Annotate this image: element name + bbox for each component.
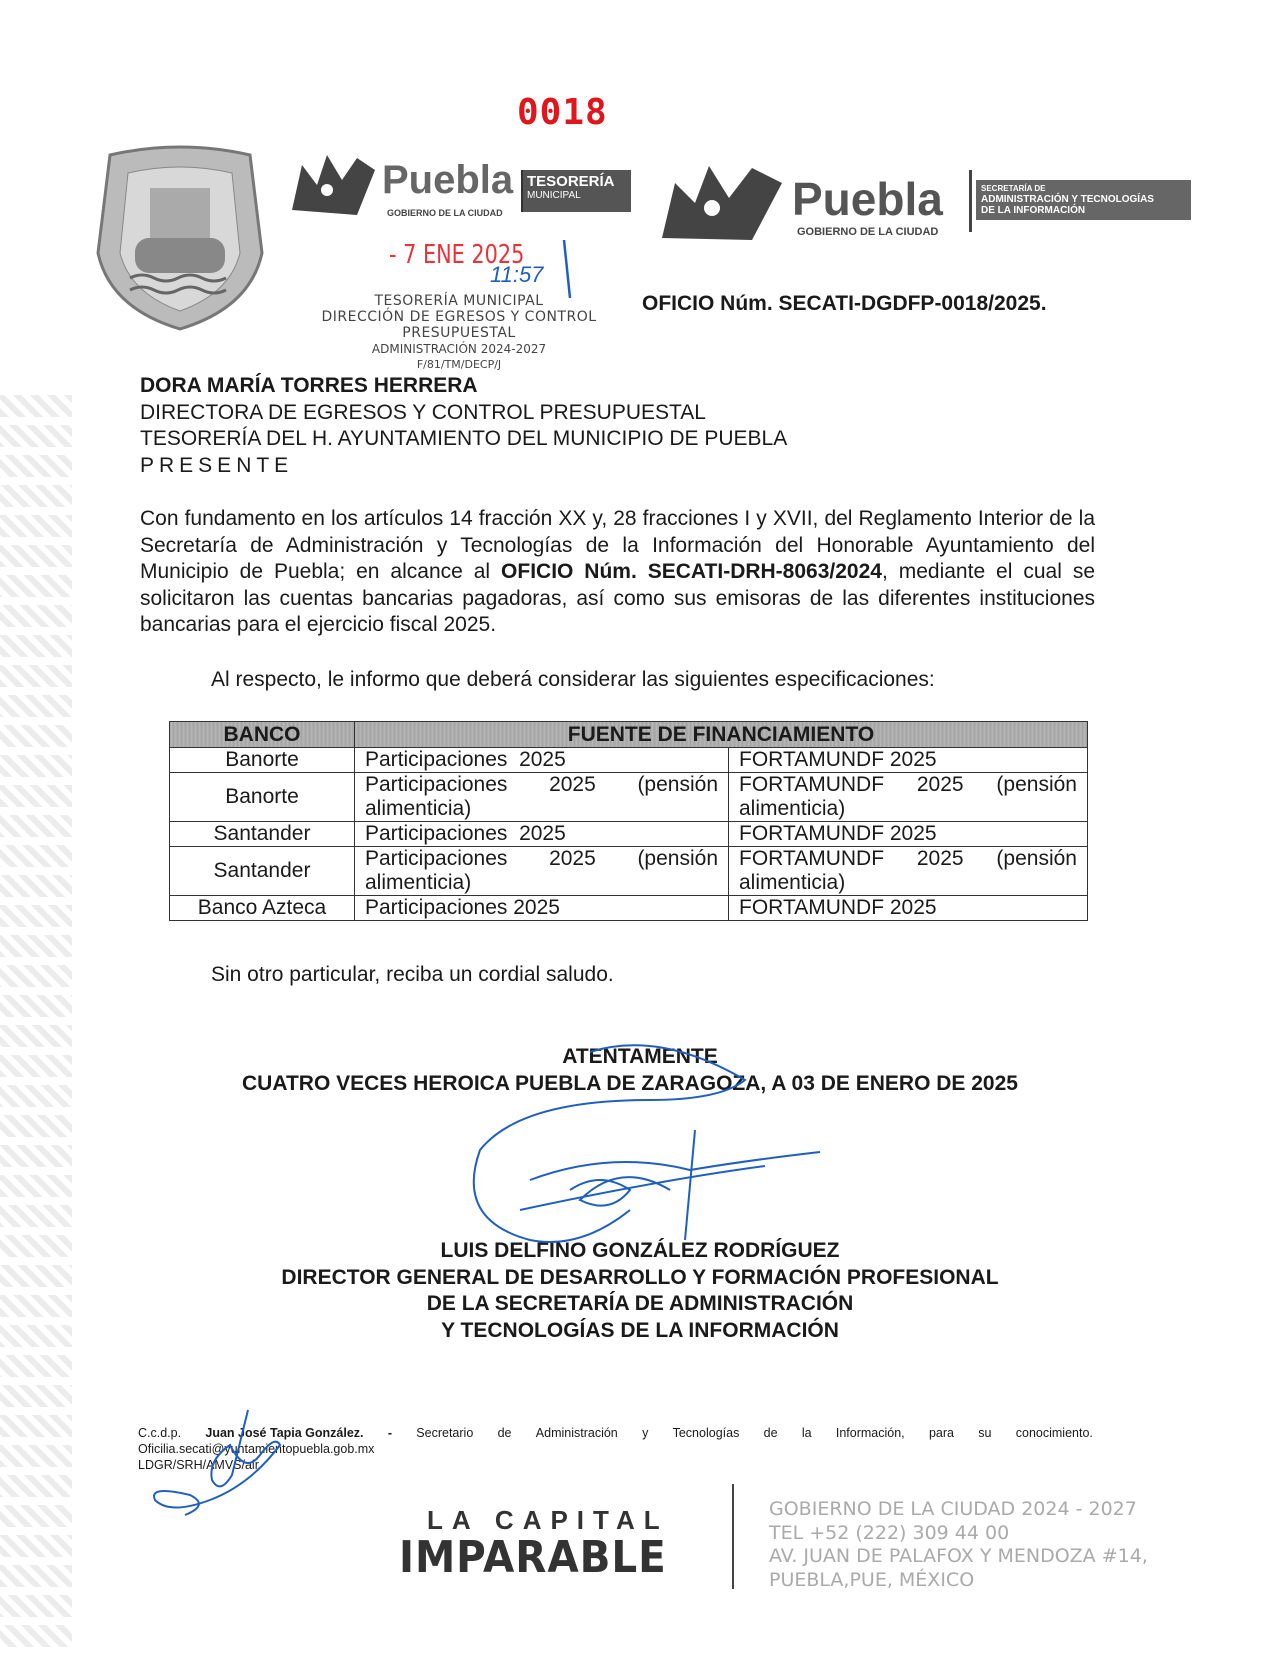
signer-title-3: Y TECNOLOGÍAS DE LA INFORMACIÓN [441, 1319, 839, 1342]
table-header-row [170, 722, 1088, 748]
decorative-border [0, 395, 72, 1655]
oficio-number: OFICIO Núm. SECATI-DGDFP-0018/2025. [642, 292, 1047, 315]
atentamente: ATENTAMENTE [562, 1045, 718, 1068]
signer-title-2: DE LA SECRETARÍA DE ADMINISTRACIÓN [426, 1292, 854, 1315]
table-row: Banco Azteca Participaciones 2025 FORTAMUNDF 2025 [170, 896, 1088, 921]
puebla-emblem-icon [657, 158, 787, 243]
reception-time-handwritten: 11:57 [490, 262, 544, 287]
initials-signature [150, 1405, 290, 1520]
bank-accounts-table [169, 721, 1088, 921]
signer-name: LUIS DELFINO GONZÁLEZ RODRÍGUEZ [440, 1239, 840, 1262]
closing-line: Sin otro particular, reciba un cordial saludo. [211, 963, 614, 986]
table-row: Banorte Participaciones 2025 (pensión alimenticia) FORTAMUNDF 2025 (pensión alimenticia) [170, 773, 1088, 822]
body-paragraph-2: Al respecto, le informo que deberá considerar las siguientes especificaciones: [211, 668, 935, 691]
footer-contact: GOBIERNO DE LA CIUDAD 2024 - 2027 TEL +52 (222) 309 44 00 AV. JUAN DE PALAFOX Y MENDOZA #14, PUEBLA,PUE, MÉXICO [769, 1498, 1148, 1591]
addressee-name: DORA MARÍA TORRES HERRERA [140, 374, 478, 397]
puebla-secati-logo: Puebla GOBIERNO DE LA CIUDAD SECRETARÍA DE ADMINISTRACIÓN Y TECNOLOGÍAS DE LA INFORMACIÓN [657, 158, 1192, 243]
puebla-emblem-icon [287, 150, 382, 220]
city-seal-logo [90, 143, 270, 331]
table-row: Santander Participaciones 2025 FORTAMUNDF 2025 [170, 822, 1088, 847]
body-paragraph: Con fundamento en los artículos 14 fracción XX y, 28 fracciones I y XVII, del Reglamento Interior de la Secretaría de Administración y Tecnologías de la Información del Honorable Ayuntamiento del Municipio de Puebla; en alcance al OFICIO Núm. SECATI-DRH-8063/2024, mediante el cual se solicitaron las cuentas bancarias pagadoras, así como sus emisoras de las diferentes instituciones bancarias para el ejercicio fiscal 2025. [140, 507, 1095, 637]
addressee-title: DIRECTORA DE EGRESOS Y CONTROL PRESUPUESTAL [140, 400, 706, 424]
reception-stamp-date: - 7 ENE 2025 [389, 240, 525, 270]
table-row: Banorte Participaciones 2025 FORTAMUNDF 2025 [170, 748, 1088, 773]
ccp-block: C.c.d.p. Juan José Tapia González. - Secretario de Administración y Tecnologías de la Información, para su conocimiento. Oficilia.secati@yuntamientopuebla.gob.mx LDGR/SRH/AMVS/alr [138, 1426, 1093, 1472]
place-date: CUATRO VECES HEROICA PUEBLA DE ZARAGOZA, A 03 DE ENERO DE 2025 [242, 1072, 1018, 1095]
signer-title-1: DIRECTOR GENERAL DE DESARROLLO Y FORMACIÓN PROFESIONAL [281, 1266, 999, 1289]
referenced-oficio: OFICIO Núm. SECATI-DRH-8063/2024 [501, 560, 882, 584]
handwritten-signature [460, 1040, 840, 1260]
ccp-initials: LDGR/SRH/AMVS/alr [138, 1458, 259, 1472]
header-bank: BANCO [170, 722, 355, 748]
folio-number: 0018 [517, 92, 608, 133]
addressee-block [140, 373, 787, 479]
table-row: Santander Participaciones 2025 (pensión alimenticia) FORTAMUNDF 2025 (pensión alimenticia) [170, 847, 1088, 896]
addressee-org: TESORERÍA DEL H. AYUNTAMIENTO DEL MUNICIPIO DE PUEBLA [140, 427, 788, 451]
ccp-email: Oficilia.secati@yuntamientopuebla.gob.mx [138, 1442, 375, 1456]
reception-stamp: TESORERÍA MUNICIPAL DIRECCIÓN DE EGRESOS Y CONTROL PRESUPUESTAL ADMINISTRACIÓN 2024-2027 F/81/TM/DECP/J [321, 293, 597, 371]
footer-divider [732, 1484, 734, 1589]
presente: PRESENTE [140, 453, 294, 477]
header-source: FUENTE DE FINANCIAMIENTO [355, 722, 1088, 748]
la-capital-imparable-logo: LA CAPITAL IMPARABLE [399, 1505, 669, 1583]
puebla-tesoreria-logo: Puebla GOBIERNO DE LA CIUDAD TESORERÍA MUNICIPAL [287, 150, 632, 225]
